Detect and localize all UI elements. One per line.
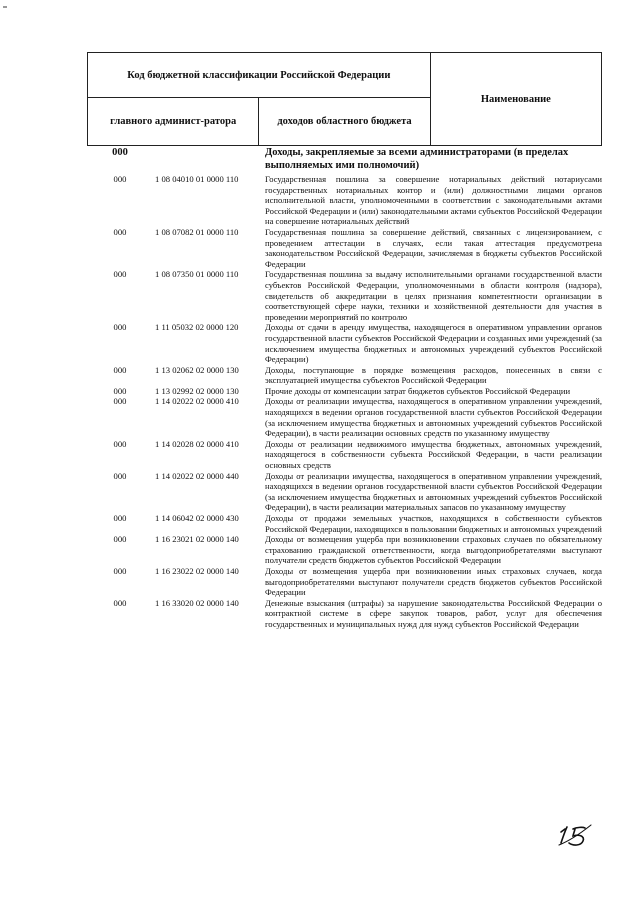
admin-code: 000: [113, 396, 127, 407]
table-row: [87, 269, 602, 322]
income-code: 1 13 02062 02 0000 130: [155, 364, 239, 375]
group-income-code: [153, 146, 265, 172]
admin-code: 000: [113, 322, 127, 333]
income-code: 1 08 04010 01 0000 110: [155, 174, 239, 184]
income-name: Доходы от реализации имущества, находящегося в оперативном управлении учреждений, находящихся в ведении органов государственной власти субъектов Российской Федерации (за исключением имущества бюджетных и автономных учреждений субъектов Российской Федерации), в части реализации основных средств по указанному имуществу: [265, 396, 602, 439]
income-code: 1 16 23021 02 0000 140: [155, 534, 239, 545]
admin-code: 000: [113, 534, 127, 545]
income-code: 1 16 23022 02 0000 140: [155, 565, 239, 576]
income-name: Государственная пошлина за совершение действий, связанных с лицензированием, с проведением аттестации в случаях, если такая аттестация предусмотрена законодательством Российской Федерации, зачисляемая в бюджеты субъектов Российской Федерации: [265, 226, 602, 269]
table-row: [87, 439, 602, 471]
income-name: Государственная пошлина за совершение нотариальных действий нотариусами государственных нотариальных контор и (или) должностными лицами органов исполнительной власти, уполномоченными в соответствии с законодательными актами Российской Федерации и (или) законодательными актами субъектов Российской Федерации на совершение нотариальных действий: [265, 174, 602, 227]
income-name: Доходы, поступающие в порядке возмещения расходов, понесенных в связи с эксплуатацией имущества субъектов Российской Федерации: [265, 364, 602, 386]
admin-column-header: главного админист-ратора: [88, 98, 259, 146]
table-row: [87, 386, 602, 397]
income-name: Доходы от возмещения ущерба при возникновении страховых случаев по обязательному страхованию гражданской ответственности, когда выгодоприобретателями выступают получатели средств бюджетов субъектов Российской Федерации: [265, 534, 602, 566]
revenue-list: [87, 146, 602, 630]
table-row: [87, 396, 602, 438]
table-row: [87, 598, 602, 630]
income-name: Доходы от реализации недвижимого имущества бюджетных, автономных учреждений, находящегося в собственности субъекта Российской Федерации, в части реализации основных средств: [265, 438, 602, 471]
income-name: Доходы от возмещения ущерба при возникновении иных страховых случаев, когда выгодоприобретателями выступают получатели средств бюджетов субъектов Российской Федерации: [265, 565, 602, 598]
scan-mark: [3, 6, 7, 8]
income-name: Доходы от сдачи в аренду имущества, находящегося в оперативном управлении органов государственной власти субъектов Российской Федерации и созданных ими учреждений (за исключением имущества бюджетных и автономных учреждений субъектов Российской Федерации): [265, 322, 602, 365]
table-row: [87, 365, 602, 386]
group-row: [87, 146, 602, 172]
income-code: 1 11 05032 02 0000 120: [155, 322, 239, 333]
income-code: 1 14 06042 02 0000 430: [155, 513, 239, 523]
income-code: 1 14 02022 02 0000 410: [155, 396, 239, 407]
income-name: Государственная пошлина за выдачу исполнительными органами государственной власти субъектов Российской Федерации, уполномоченными в области контроля (надзора), свидетельств об аккредитации в целях признания компетентности организации в соответствующей сфере науки, техники и хозяйственной деятельности для участия в проведении мероприятий по контролю: [265, 269, 602, 322]
table-row: [87, 534, 602, 566]
name-column-header: Наименование: [430, 53, 601, 146]
income-name: Доходы от продажи земельных участков, находящихся в собственности субъектов Российской Федерации, находящихся в пользовании бюджетных и автономных учреждений: [265, 513, 602, 534]
income-code: 1 14 02022 02 0000 440: [155, 470, 239, 481]
admin-code: 000: [113, 269, 127, 280]
admin-code: 000: [113, 385, 127, 396]
group-admin-code: 000: [112, 147, 128, 158]
income-code: 1 16 33020 02 0000 140: [155, 597, 239, 608]
income-column-header: доходов областного бюджета: [259, 98, 430, 146]
table-row: [87, 322, 602, 364]
admin-code: 000: [113, 226, 127, 237]
admin-code: 000: [113, 438, 127, 449]
budget-code-header: Код бюджетной классификации Российской Федерации: [88, 53, 431, 98]
income-name: Денежные взыскания (штрафы) за нарушение законодательства Российской Федерации о контрактной системе в сфере закупок товаров, работ, услуг для обеспечения государственных и муниципальных нужд для нужд субъектов Российской Федерации: [265, 597, 602, 629]
admin-code: 000: [113, 565, 127, 576]
income-code: 1 08 07082 01 0000 110: [155, 226, 239, 237]
admin-code: 000: [113, 470, 127, 481]
income-code: 1 14 02028 02 0000 410: [155, 438, 239, 449]
table-row: [87, 513, 602, 534]
table-row: [87, 471, 602, 513]
group-title: Доходы, закрепляемые за всеми администраторами (в пределах выполняемых ими полномочий): [265, 147, 569, 171]
table-row: [87, 227, 602, 269]
admin-code: 000: [113, 174, 127, 184]
income-name: Прочие доходы от компенсации затрат бюджетов субъектов Российской Федерации: [265, 385, 571, 396]
income-name: Доходы от реализации имущества, находящегося в оперативном управлении учреждений, находящихся в ведении органов государственной власти субъектов Российской Федерации (за исключением имущества бюджетных и автономных учреждений субъектов Российской Федерации), в части реализации материальных запасов по указанному имуществу: [265, 470, 602, 513]
admin-code: 000: [113, 364, 127, 375]
admin-code: 000: [113, 597, 127, 608]
income-code: 1 08 07350 01 0000 110: [155, 269, 239, 280]
admin-code: 000: [113, 513, 127, 523]
income-code: 1 13 02992 02 0000 130: [155, 385, 239, 396]
handwritten-page-number: [555, 823, 595, 849]
table-row: [87, 566, 602, 598]
table-header: [87, 52, 602, 146]
table-row: [87, 174, 602, 227]
